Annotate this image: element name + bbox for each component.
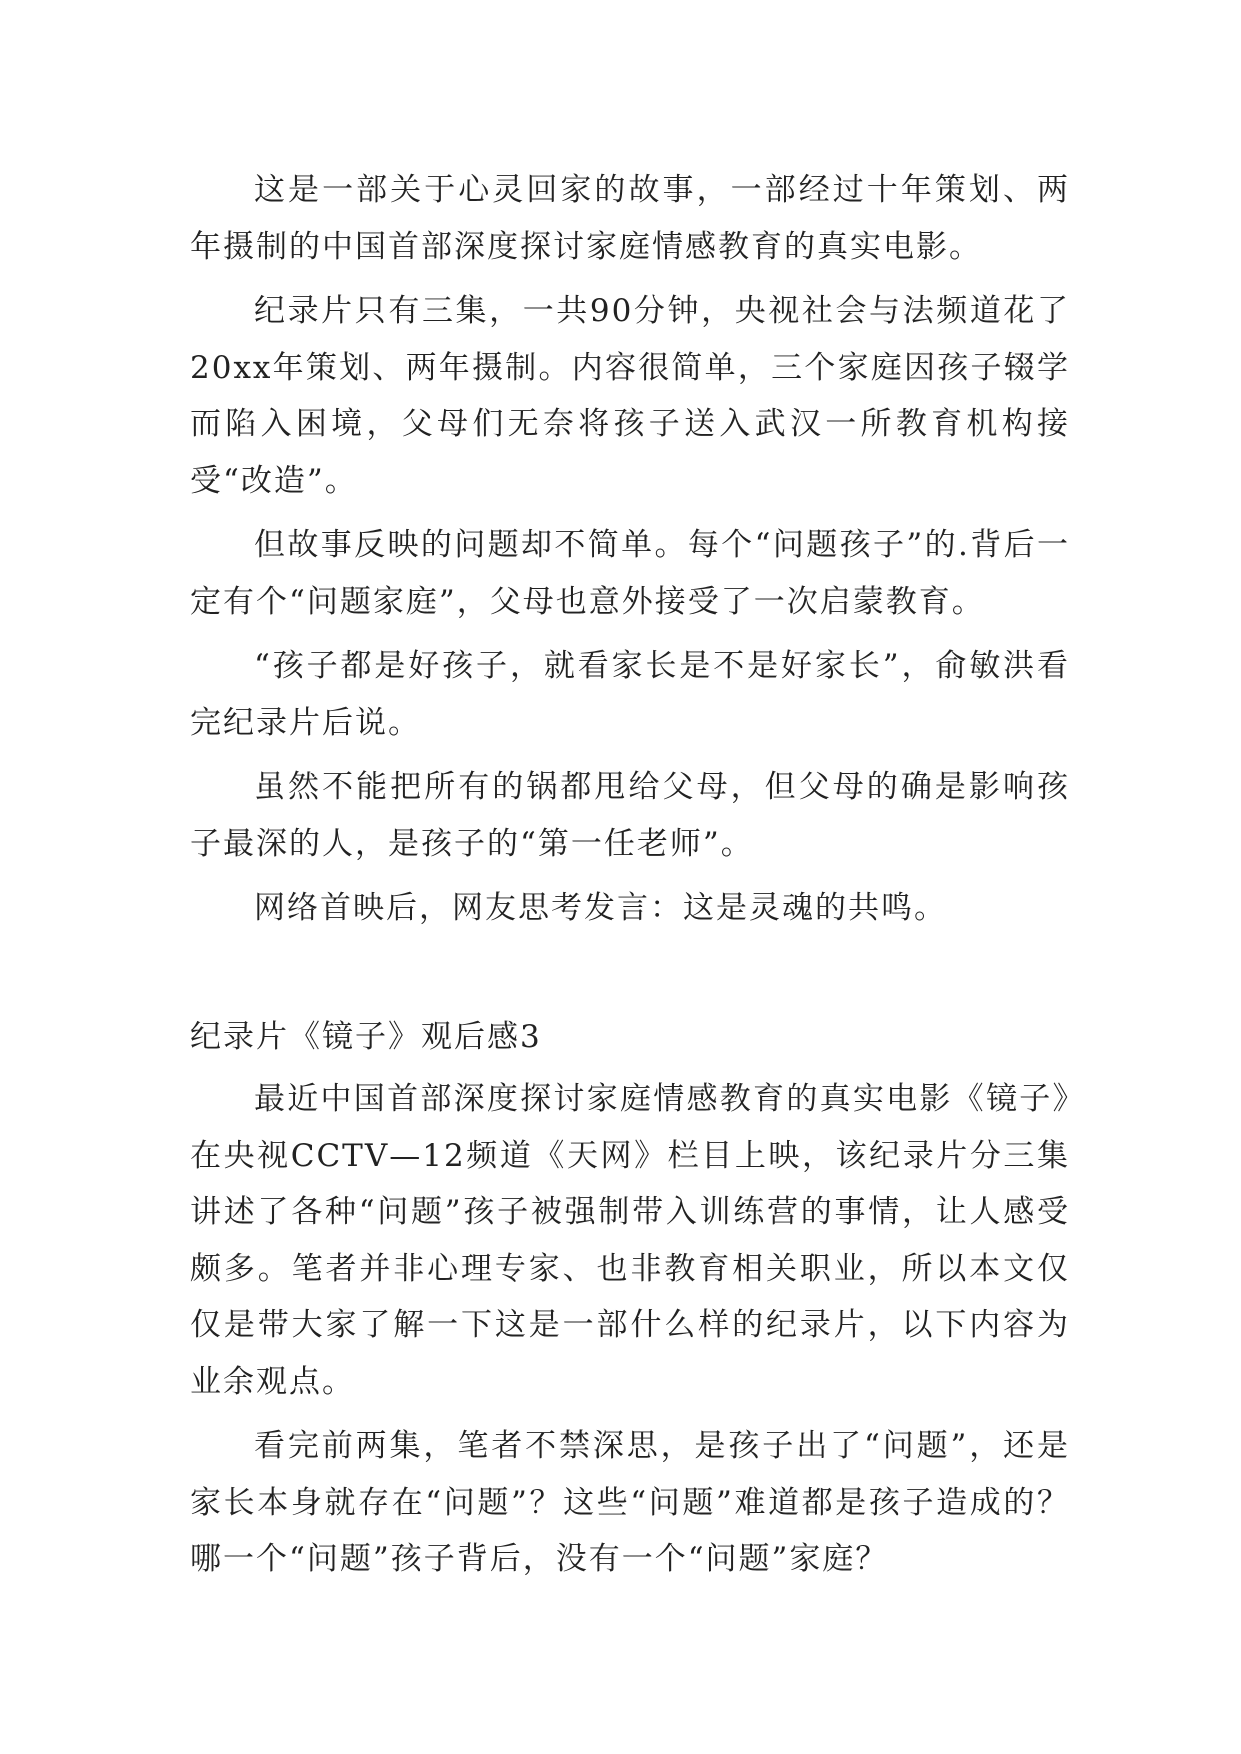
document-body: [190, 162, 1070, 1596]
section-heading: 纪录片《镜子》观后感3: [190, 1018, 542, 1055]
paragraph: 网络首映后，网友思考发言：这是灵魂的共鸣。: [254, 890, 947, 926]
paragraph: 但故事反映的问题却不简单。每个“问题孩子”的.背后一定有个“问题家庭”，父母也意外接受了一次启蒙教育。: [190, 527, 1070, 620]
paragraph: 最近中国首部深度探讨家庭情感教育的真实电影《镜子》在央视CCTV—12频道《天网》栏目上映，该纪录片分三集讲述了各种“问题”孩子被强制带入训练营的事情，让人感受颇多。笔者并非心理专家、也非教育相关职业，所以本文仅仅是带大家了解一下这是一部什么样的纪录片，以下内容为业余观点。: [190, 1081, 1070, 1400]
paragraph: 这是一部关于心灵回家的故事，一部经过十年策划、两年摄制的中国首部深度探讨家庭情感教育的真实电影。: [190, 172, 1070, 265]
paragraph: “孩子都是好孩子，就看家长是不是好家长”，俞敏洪看完纪录片后说。: [190, 648, 1070, 741]
paragraph: 虽然不能把所有的锅都甩给父母，但父母的确是影响孩子最深的人，是孩子的“第一任老师”。: [190, 769, 1070, 862]
paragraph: 纪录片只有三集，一共90分钟，央视社会与法频道花了20xx年策划、两年摄制。内容很简单，三个家庭因孩子辍学而陷入困境，父母们无奈将孩子送入武汉一所教育机构接受“改造”。: [190, 293, 1070, 499]
paragraph: 看完前两集，笔者不禁深思，是孩子出了“问题”，还是家长本身就存在“问题”？这些“问题”难道都是孩子造成的？哪一个“问题”孩子背后，没有一个“问题”家庭？: [190, 1428, 1070, 1577]
